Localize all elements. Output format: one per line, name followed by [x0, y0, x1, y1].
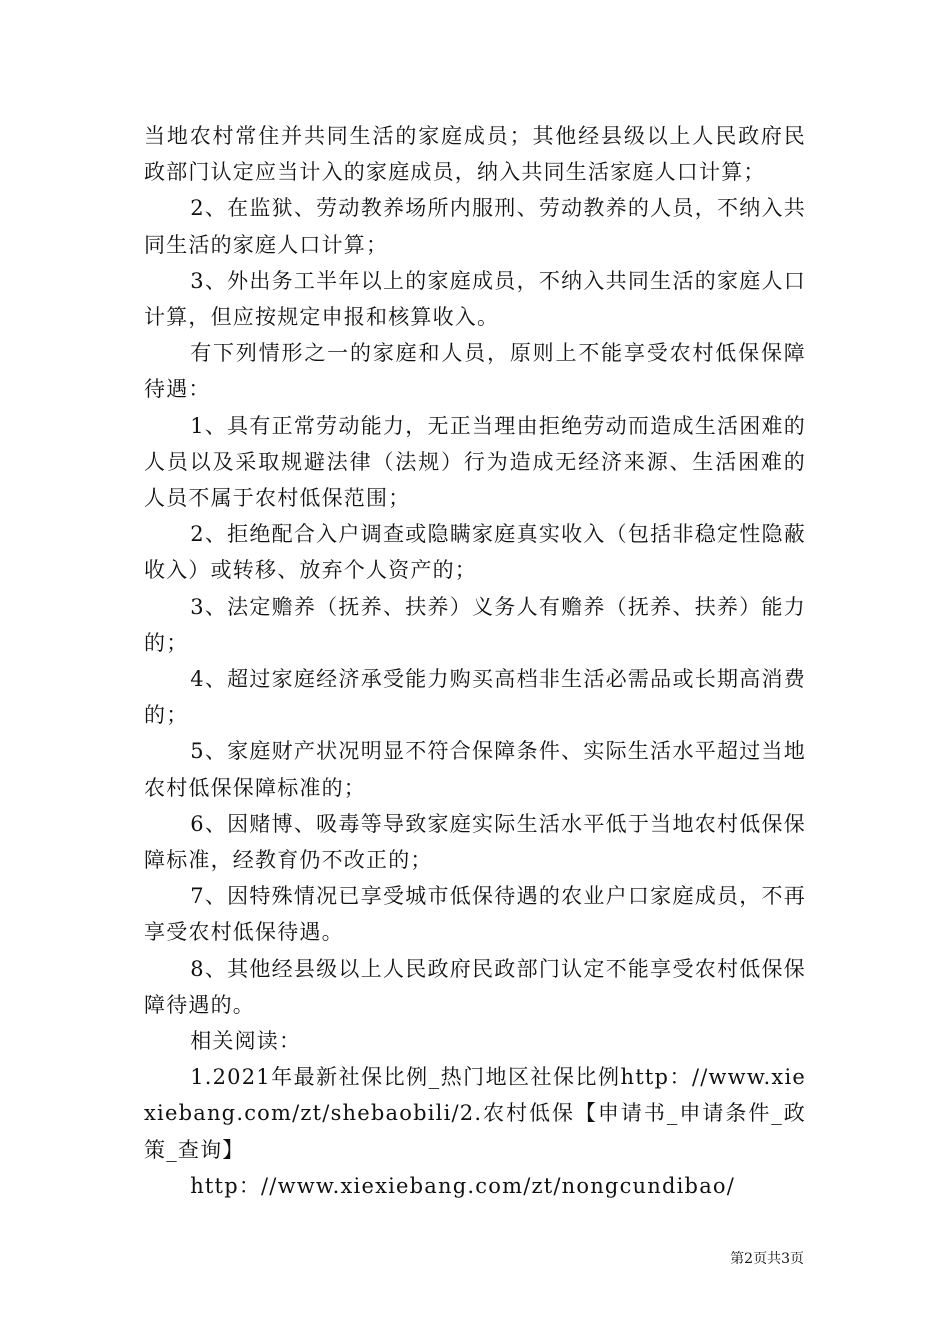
- related-reading-links[interactable]: 1.2021年最新社保比例_热门地区社保比例http：//www.xiexiebang.com/zt/shebaobili/2.农村低保【申请书_申请条件_政策_查询】: [144, 1065, 806, 1162]
- document-body: [144, 118, 806, 1204]
- paragraph-exclusion-2: 2、拒绝配合入户调查或隐瞒家庭真实收入（包括非稳定性隐蔽收入）或转移、放弃个人资产的；: [144, 522, 806, 583]
- paragraph-exclusion-intro: 有下列情形之一的家庭和人员，原则上不能享受农村低保保障待遇：: [144, 341, 806, 402]
- paragraph-household-members: 当地农村常住并共同生活的家庭成员；其他经县级以上人民政府民政部门认定应当计入的家庭成员，纳入共同生活家庭人口计算；: [144, 124, 806, 185]
- paragraph-exclusion-7: 7、因特殊情况已享受城市低保待遇的农业户口家庭成员，不再享受农村低保待遇。: [144, 884, 806, 945]
- page-number-footer: 第2页共3页: [730, 1251, 804, 1267]
- paragraph-exclusion-6: 6、因赌博、吸毒等导致家庭实际生活水平低于当地农村低保保障标准，经教育仍不改正的；: [144, 811, 806, 873]
- paragraph-exclusion-1: 1、具有正常劳动能力，无正当理由拒绝劳动而造成生活困难的人员以及采取规避法律（法规）行为造成无经济来源、生活困难的人员不属于农村低保范围；: [144, 413, 806, 511]
- related-reading-heading: 相关阅读：: [190, 1029, 302, 1054]
- related-reading-url[interactable]: http：//www.xiexiebang.com/zt/nongcundibao/: [190, 1173, 736, 1198]
- paragraph-exclusion-5: 5、家庭财产状况明显不符合保障条件、实际生活水平超过当地农村低保保障标准的；: [144, 739, 806, 800]
- paragraph-item-prison: 2、在监狱、劳动教养场所内服刑、劳动教养的人员，不纳入共同生活的家庭人口计算；: [144, 196, 806, 257]
- paragraph-exclusion-8: 8、其他经县级以上人民政府民政部门认定不能享受农村低保保障待遇的。: [144, 956, 806, 1017]
- paragraph-exclusion-3: 3、法定赡养（抚养、扶养）义务人有赡养（抚养、扶养）能力的；: [144, 594, 806, 655]
- paragraph-exclusion-4: 4、超过家庭经济承受能力购买高档非生活必需品或长期高消费的；: [144, 667, 806, 728]
- paragraph-item-migrant-workers: 3、外出务工半年以上的家庭成员，不纳入共同生活的家庭人口计算，但应按规定申报和核算收入。: [144, 268, 806, 330]
